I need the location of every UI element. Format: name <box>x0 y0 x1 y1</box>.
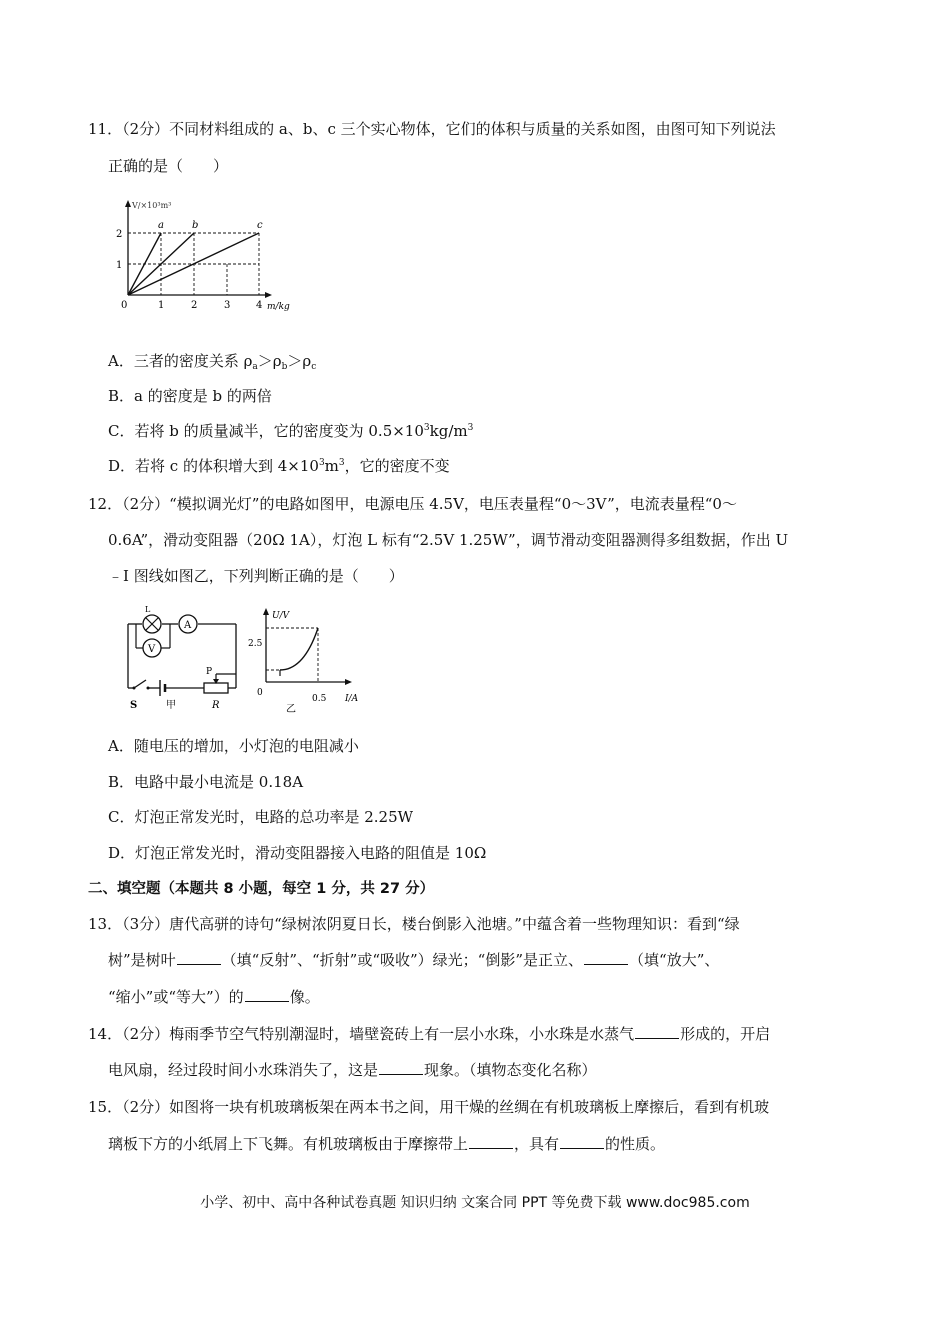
switch-label: S <box>130 700 138 711</box>
x-axis-label: m/kg <box>267 302 290 312</box>
q13-line1: 13．（3分）唐代高骈的诗句“绿树浓阴夏日长，楼台倒影入池塘。”中蕴含着一些物理知识：看到“绿 <box>88 915 740 933</box>
answer-blank[interactable] <box>635 1024 679 1039</box>
ammeter-label: A <box>184 620 192 631</box>
q14-line2: 电风扇，经过段时间小水珠消失了，这是 现象。（填物态变化名称） <box>108 1061 597 1079</box>
caption-yi: 乙 <box>286 704 296 715</box>
q11-stem-line1: 11．（2分）不同材料组成的 a、b、c 三个实心物体，它们的体积与质量的关系如图，由图可知下列说法 <box>88 120 776 138</box>
q11-option-b: B．a 的密度是 b 的两倍 <box>108 387 272 405</box>
q12-stem-line3: ﹣I 图线如图乙，下列判断正确的是（ ） <box>108 567 404 585</box>
q12-circuit-diagram-jia <box>110 604 245 712</box>
slider-label: P <box>206 667 213 677</box>
x-tick-2: 2 <box>191 300 198 311</box>
q15-line1: 15．（2分）如图将一块有机玻璃板架在两本书之间，用干燥的丝绸在有机玻璃板上摩擦后，看到有机玻 <box>88 1098 770 1116</box>
q11-volume-mass-graph <box>110 196 310 318</box>
voltmeter-label: V <box>148 644 156 655</box>
q11-option-c: C．若将 b 的质量减半，它的密度变为 $0.5\times 10^3kg/m^3$ <box>108 422 474 440</box>
answer-blank[interactable] <box>379 1060 423 1075</box>
y-tick-2: 2 <box>116 229 123 240</box>
q15-line2: 璃板下方的小纸屑上下飞舞。有机玻璃板由于摩擦带上 ，具有 的性质。 <box>108 1135 666 1153</box>
ui-curve <box>280 628 318 670</box>
lamp-label: L <box>145 605 151 614</box>
q13-line3: “缩小”或“等大”）的 像。 <box>108 988 320 1006</box>
section-heading-fill-in: 二、填空题（本题共 8 小题，每空 1 分，共 27 分） <box>88 881 435 897</box>
caption-jia: 甲 <box>166 700 176 711</box>
q12-option-a: A．随电压的增加，小灯泡的电阻减小 <box>108 737 359 755</box>
q12-stem-line2: 0.6A”，滑动变阻器（20Ω 1A），灯泡 L 标有“2.5V 1.25W”，调节滑动变阻器测得多组数据，作出 U <box>108 531 789 549</box>
q12-option-b: B．电路中最小电流是 0.18A <box>108 773 304 791</box>
label-c: c <box>257 220 263 231</box>
label-b: b <box>192 220 199 231</box>
answer-blank[interactable] <box>560 1134 604 1149</box>
origin-label: 0 <box>257 688 263 698</box>
q11-option-d: D．若将 c 的体积增大到 $4\times 10^3m^3$，它的密度不变 <box>108 457 450 475</box>
label-a: a <box>158 220 164 231</box>
y-tick-1: 1 <box>116 260 123 271</box>
answer-blank[interactable] <box>177 950 221 965</box>
x-tick-0-5: 0.5 <box>312 694 327 704</box>
page-footer: 小学、初中、高中各种试卷真题 知识归纳 文案合同 PPT 等免费下载 www.doc985.com <box>200 1195 750 1211</box>
q12-stem-line1: 12．（2分）“模拟调光灯”的电路如图甲，电源电压 4.5V，电压表量程“0～3V”，电流表量程“0～ <box>88 495 737 513</box>
q11-stem-line2: 正确的是（ ） <box>108 157 229 175</box>
q14-line1: 14．（2分）梅雨季节空气特别潮湿时，墙壁瓷砖上有一层小水珠，小水珠是水蒸气 形成的，开启 <box>88 1025 771 1043</box>
q13-line2: 树”是树叶 （填“反射”、“折射”或“吸收”）绿光；“倒影”是正立、 （填“放大”、 <box>108 951 720 969</box>
q11-option-a: A．三者的密度关系 $\rho_a>\rho_b>\rho_c$ <box>108 352 317 372</box>
x-tick-3: 3 <box>224 300 231 311</box>
answer-blank[interactable] <box>584 950 628 965</box>
x-tick-4: 4 <box>256 300 263 311</box>
x-axis-label: I/A <box>345 694 359 704</box>
origin-label: 0 <box>121 300 128 311</box>
x-tick-1: 1 <box>158 300 165 311</box>
q12-option-d: D．灯泡正常发光时，滑动变阻器接入电路的阻值是 10Ω <box>108 844 487 862</box>
answer-blank[interactable] <box>469 1134 513 1149</box>
answer-blank[interactable] <box>245 987 289 1002</box>
y-tick-2-5: 2.5 <box>248 639 263 649</box>
q12-ui-graph-yi <box>248 604 368 716</box>
line-a <box>128 233 161 295</box>
y-axis-label: U/V <box>272 611 290 621</box>
y-axis-label: V/×10³m³ <box>132 201 172 210</box>
q12-option-c: C．灯泡正常发光时，电路的总功率是 2.25W <box>108 808 414 826</box>
resistor-label: R <box>212 700 220 711</box>
